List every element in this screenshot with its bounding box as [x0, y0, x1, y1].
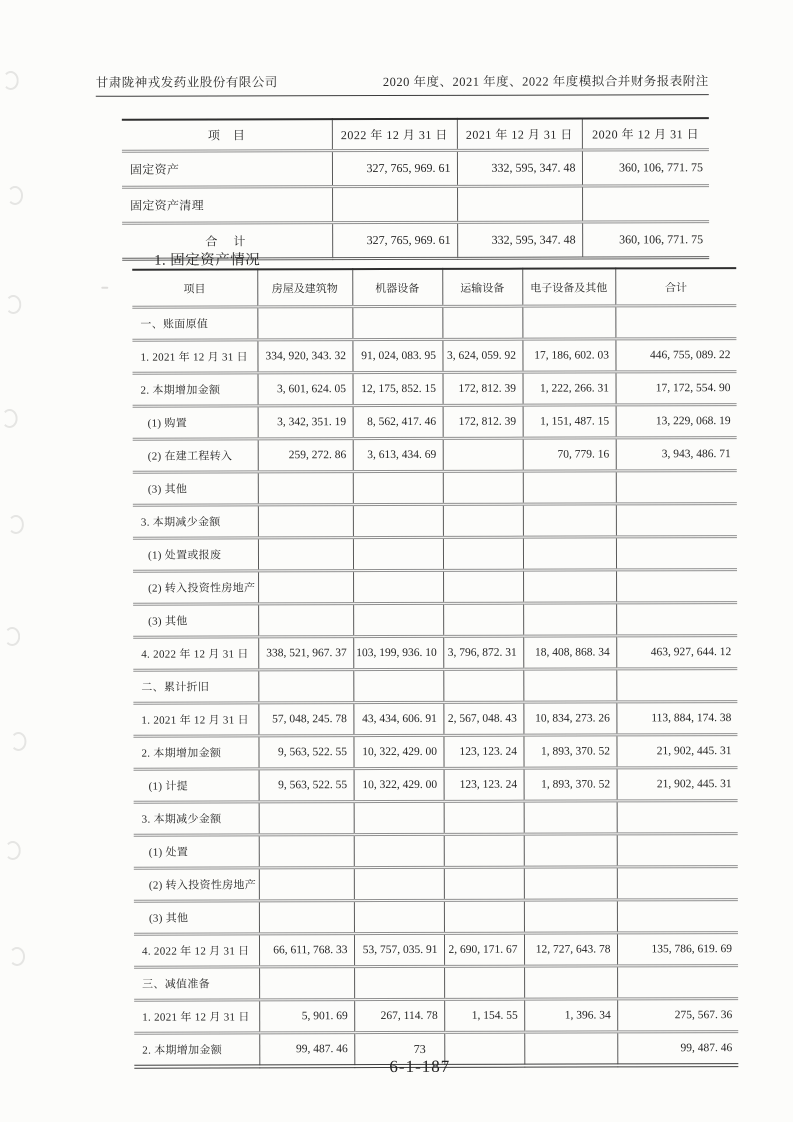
value-cell	[616, 471, 737, 504]
row-label-cell: (1) 处置	[134, 835, 259, 868]
table-row	[134, 867, 738, 902]
value-cell: 66, 611, 768. 33	[259, 934, 354, 967]
value-cell: 275, 567. 36	[617, 999, 738, 1032]
value-cell: 12, 727, 643. 78	[524, 933, 617, 966]
header-cell: 电子设备及其他	[522, 268, 615, 306]
value-cell	[442, 306, 522, 339]
value-cell	[444, 900, 524, 933]
row-label-cell: 4. 2022 年 12 月 31 日	[133, 637, 258, 670]
value-cell: 43, 434, 606. 91	[353, 702, 443, 735]
detail-table	[132, 267, 738, 1069]
row-label-cell: (1) 购置	[133, 406, 258, 439]
table-row	[134, 933, 738, 968]
value-cell	[258, 604, 353, 637]
row-label-cell: (1) 处置或报废	[133, 538, 258, 571]
value-cell	[524, 900, 617, 933]
table-row	[133, 702, 737, 737]
value-cell	[353, 603, 443, 636]
value-cell	[354, 867, 444, 900]
table-row	[132, 339, 736, 374]
value-cell: 1, 222, 266. 31	[523, 372, 616, 405]
value-cell: 3, 601, 624. 05	[258, 373, 353, 406]
table-row	[122, 150, 709, 188]
header-cell: 机器设备	[352, 269, 442, 307]
value-cell: 70, 779. 16	[523, 438, 616, 471]
footer-page-number: 73	[413, 1041, 426, 1056]
scan-artifact	[5, 295, 21, 314]
row-label-cell: 2. 本期增加金额	[134, 1033, 259, 1067]
value-cell	[616, 669, 737, 702]
value-cell	[617, 867, 738, 900]
value-cell	[258, 670, 353, 703]
row-label-cell: 二、累计折旧	[133, 670, 258, 703]
row-label-cell: (2) 在建工程转入	[133, 439, 258, 472]
value-cell	[354, 900, 444, 933]
scan-artifact	[5, 841, 21, 860]
value-cell: 446, 755, 089. 22	[615, 339, 736, 372]
header-cell: 项目	[183, 282, 206, 296]
scan-artifact	[10, 732, 26, 751]
value-cell	[523, 669, 616, 702]
value-cell	[443, 570, 523, 603]
value-cell	[443, 669, 523, 702]
header-cell: 运输设备	[442, 269, 522, 307]
value-cell	[353, 504, 443, 537]
row-label-cell: 一、账面原值	[132, 307, 257, 340]
value-cell	[522, 306, 615, 339]
table-row	[133, 405, 737, 440]
value-cell	[616, 603, 737, 636]
value-cell	[444, 966, 524, 999]
row-label-cell: 合 计	[122, 223, 332, 260]
value-cell: 113, 884, 174. 38	[616, 702, 737, 735]
value-cell: 123, 123. 24	[443, 735, 523, 768]
value-cell: 123, 123. 24	[444, 768, 524, 801]
table-row	[133, 438, 737, 473]
value-cell	[523, 603, 616, 636]
value-cell	[523, 504, 616, 537]
value-cell: 9, 563, 522. 55	[259, 769, 354, 802]
value-cell: 1, 154. 55	[444, 999, 524, 1032]
value-cell	[615, 306, 736, 339]
value-cell	[258, 472, 353, 505]
table-row	[133, 636, 737, 671]
value-cell	[259, 802, 354, 835]
value-cell: 57, 048, 245. 78	[258, 703, 353, 736]
value-cell	[617, 900, 738, 933]
row-label-cell: 3. 本期减少金额	[133, 505, 258, 538]
value-cell	[257, 307, 352, 340]
value-cell	[443, 603, 523, 636]
value-cell: 360, 106, 771. 75	[582, 222, 709, 258]
header-cell: 项 目	[207, 128, 246, 143]
row-label-cell: (3) 其他	[133, 472, 258, 505]
value-cell	[616, 537, 737, 570]
company-name: 甘肃陇神戎发药业股份有限公司	[95, 75, 278, 90]
table-row	[133, 603, 737, 638]
value-cell: 8, 562, 417. 46	[353, 405, 443, 438]
table-row	[122, 186, 709, 224]
value-cell	[524, 834, 617, 867]
header-cell: 2020 年 12 月 31 日	[582, 118, 709, 150]
value-cell	[582, 186, 709, 222]
value-cell: 332, 595, 347. 48	[457, 222, 582, 258]
value-cell	[259, 835, 354, 868]
value-cell	[258, 571, 353, 604]
value-cell: 10, 322, 429. 00	[353, 735, 443, 768]
value-cell	[353, 570, 443, 603]
report-title: 2020 年度、2021 年度、2022 年度模拟合并财务报表附注	[382, 74, 709, 90]
table-row	[134, 966, 738, 1001]
value-cell	[258, 505, 353, 538]
table-row	[134, 801, 738, 836]
value-cell: 99, 487. 46	[617, 1032, 738, 1066]
value-cell: 172, 812. 39	[443, 405, 523, 438]
value-cell: 338, 521, 967. 37	[258, 637, 353, 670]
value-cell: 3, 624, 059. 92	[442, 339, 522, 372]
header-cell: 2021 年 12 月 31 日	[457, 119, 582, 151]
value-cell	[259, 868, 354, 901]
value-cell	[444, 801, 524, 834]
table-row	[133, 471, 737, 506]
row-label-cell: 1. 2021 年 12 月 31 日	[133, 703, 258, 736]
scan-artifact	[7, 186, 23, 205]
value-cell	[524, 867, 617, 900]
row-label-cell: 三、减值准备	[134, 967, 259, 1000]
value-cell	[443, 438, 523, 471]
row-label-cell: 固定资产	[122, 151, 332, 188]
value-cell	[353, 669, 443, 702]
scan-artifact	[9, 947, 25, 966]
table-row	[134, 834, 738, 869]
table-row	[133, 735, 737, 770]
value-cell	[354, 834, 444, 867]
value-cell: 10, 322, 429. 00	[354, 768, 444, 801]
value-cell: 13, 229, 068. 19	[616, 405, 737, 438]
table-row	[133, 669, 737, 704]
value-cell	[354, 966, 444, 999]
value-cell: 135, 786, 619. 69	[617, 933, 738, 966]
value-cell: 334, 920, 343. 32	[257, 340, 352, 373]
row-label-cell: (2) 转入投资性房地产	[134, 868, 259, 901]
value-cell: 103, 199, 936. 10	[353, 636, 443, 669]
value-cell	[443, 537, 523, 570]
value-cell	[332, 186, 457, 222]
summary-table	[122, 117, 709, 261]
value-cell	[259, 967, 354, 1000]
value-cell: 360, 106, 771. 75	[582, 150, 709, 186]
section-heading: 1. 固定资产情况	[154, 252, 261, 269]
value-cell: 21, 902, 445. 31	[616, 735, 737, 768]
value-cell	[258, 538, 353, 571]
row-label-cell: 2. 本期增加金额	[133, 373, 258, 406]
value-cell: 99, 487. 46	[259, 1033, 354, 1067]
row-label-cell: (2) 转入投资性房地产	[133, 571, 258, 604]
value-cell	[353, 471, 443, 504]
scan-artifact	[2, 409, 18, 428]
value-cell	[443, 504, 523, 537]
value-cell: 172, 812. 39	[443, 372, 523, 405]
value-cell	[617, 801, 738, 834]
value-cell	[523, 570, 616, 603]
table-row	[134, 768, 738, 803]
header-row	[132, 268, 736, 307]
row-label-cell: 固定资产清理	[122, 187, 332, 224]
value-cell: 18, 408, 868. 34	[523, 636, 616, 669]
value-cell	[617, 834, 738, 867]
scan-artifact	[3, 71, 19, 90]
row-label-cell: 1. 2021 年 12 月 31 日	[134, 1000, 259, 1033]
value-cell: 2, 690, 171. 67	[444, 933, 524, 966]
row-label-cell: 3. 本期减少金额	[134, 802, 259, 835]
value-cell	[524, 801, 617, 834]
scan-artifact	[8, 515, 24, 534]
value-cell: 463, 927, 644. 12	[616, 636, 737, 669]
value-cell: 267, 114. 78	[354, 999, 444, 1032]
value-cell: 332, 595, 347. 48	[457, 150, 582, 186]
table-row	[132, 306, 736, 341]
page-header	[96, 71, 709, 97]
value-cell: 21, 902, 445. 31	[617, 768, 738, 801]
row-label-cell: 4. 2022 年 12 月 31 日	[134, 934, 259, 967]
value-cell: 3, 796, 872. 31	[443, 636, 523, 669]
value-cell	[457, 186, 582, 222]
value-cell	[524, 966, 617, 999]
value-cell: 12, 175, 852. 15	[353, 372, 443, 405]
value-cell	[616, 570, 737, 603]
value-cell	[354, 801, 444, 834]
value-cell: 17, 186, 602. 03	[522, 339, 615, 372]
value-cell: 3, 613, 434. 69	[353, 438, 443, 471]
value-cell	[616, 504, 737, 537]
value-cell: 3, 943, 486. 71	[616, 438, 737, 471]
scan-artifact	[101, 287, 108, 289]
value-cell: 1, 151, 487. 15	[523, 405, 616, 438]
value-cell	[259, 901, 354, 934]
row-label-cell: 2. 本期增加金额	[133, 736, 258, 769]
value-cell	[523, 537, 616, 570]
value-cell: 1, 396. 34	[524, 999, 617, 1032]
value-cell: 327, 765, 969. 61	[332, 222, 457, 258]
value-cell: 3, 342, 351. 19	[258, 406, 353, 439]
table-row	[133, 504, 737, 539]
value-cell	[352, 306, 442, 339]
value-cell: 10, 834, 273. 26	[523, 702, 616, 735]
value-cell: 2, 567, 048. 43	[443, 702, 523, 735]
table-row	[134, 999, 738, 1034]
value-cell	[353, 537, 443, 570]
header-cell: 合计	[615, 268, 736, 306]
value-cell: 17, 172, 554. 90	[616, 372, 737, 405]
header-cell: 房屋及建筑物	[257, 269, 352, 307]
value-cell: 327, 765, 969. 61	[332, 150, 457, 186]
header-row	[122, 118, 709, 151]
value-cell	[443, 471, 523, 504]
value-cell	[444, 834, 524, 867]
value-cell	[523, 471, 616, 504]
row-label-cell: (1) 计提	[134, 769, 259, 802]
table-row	[133, 372, 737, 407]
table-row	[134, 900, 738, 935]
value-cell	[617, 966, 738, 999]
value-cell: 1, 893, 370. 52	[524, 768, 617, 801]
table-row	[133, 570, 737, 605]
row-label-cell: 1. 2021 年 12 月 31 日	[132, 340, 257, 373]
header-cell: 2022 年 12 月 31 日	[332, 119, 457, 151]
row-label-cell: (3) 其他	[134, 901, 259, 934]
value-cell	[444, 867, 524, 900]
value-cell: 1, 893, 370. 52	[523, 735, 616, 768]
value-cell: 259, 272. 86	[258, 439, 353, 472]
value-cell: 5, 901. 69	[259, 1000, 354, 1033]
value-cell: 9, 563, 522. 55	[258, 736, 353, 769]
scan-artifact	[4, 627, 20, 646]
row-label-cell: (3) 其他	[133, 604, 258, 637]
value-cell: 53, 757, 035. 91	[354, 933, 444, 966]
footer-doc-number: 6-1-187	[389, 1056, 451, 1077]
value-cell: 91, 024, 083. 95	[352, 339, 442, 372]
table-row	[133, 537, 737, 572]
